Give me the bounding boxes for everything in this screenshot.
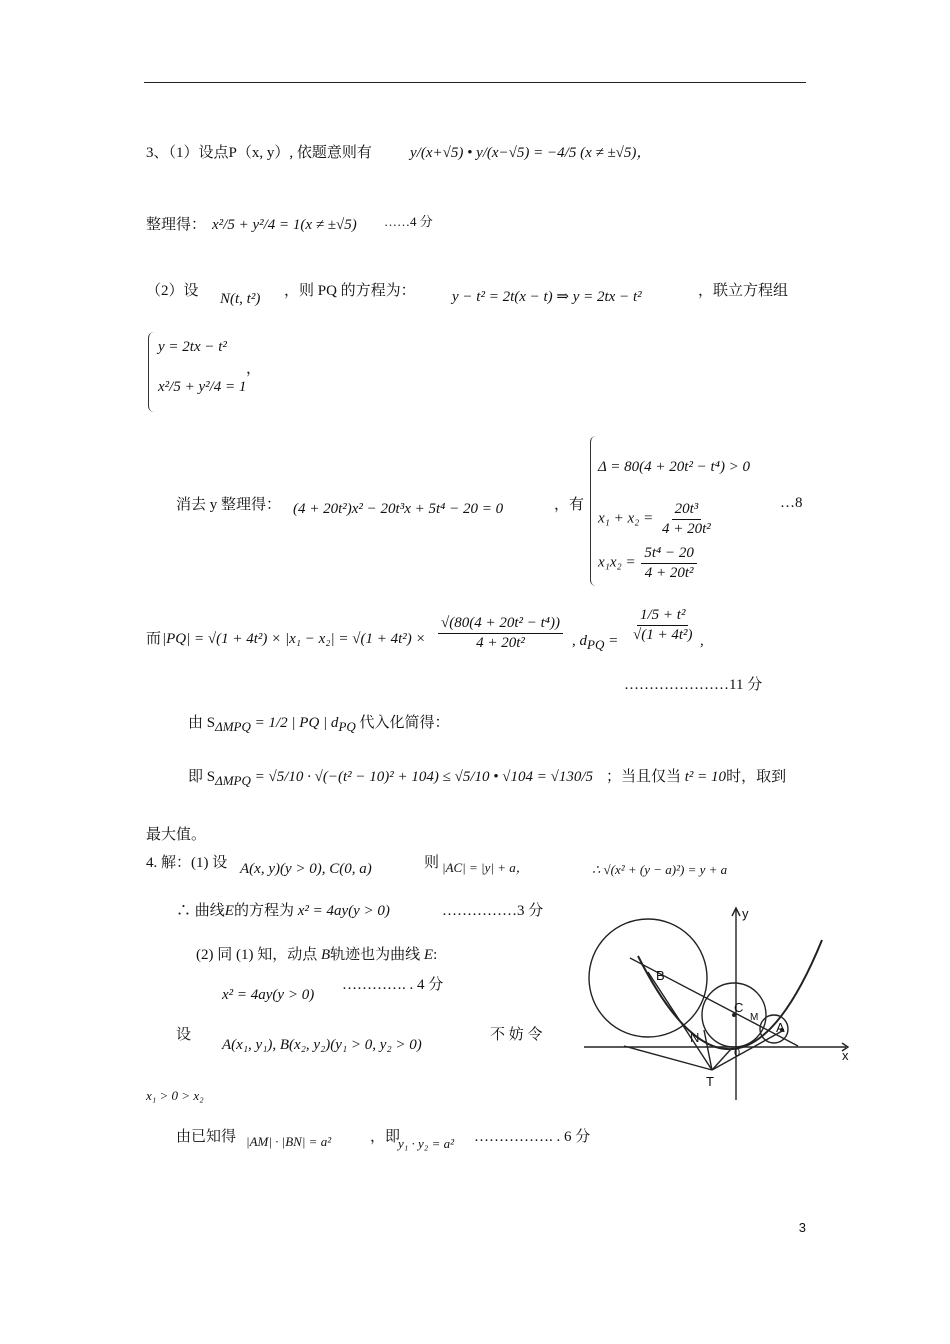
label-x: x (842, 1048, 849, 1063)
p4-score-6: ……………. . 6 分 (474, 1129, 591, 1145)
label-m: M (750, 1012, 759, 1023)
p4-ac-length: |AC| = |y| + a， (442, 860, 529, 875)
p3-quadratic: (4 + 20t²)x² − 20t³x + 5t⁴ − 20 = 0 (293, 501, 504, 517)
label-a: A (776, 1020, 785, 1035)
p4-intro: 4. 解：(1) 设 (146, 855, 228, 871)
p3-conclusion: 最大值。 (146, 827, 207, 843)
p4-order: x₁ > 0 > x₂ (146, 1088, 204, 1103)
system-comma: ， (246, 361, 262, 377)
p3-pq-fraction: $\frac{\text{√(80(4 + 20t² − t⁴))}}{\text{4 + 20t²}}$ (436, 614, 565, 653)
page-number: 3 (798, 1220, 806, 1235)
label-origin: 0 (734, 1047, 741, 1059)
p3-distance-end: , (700, 633, 704, 649)
product-of-roots: x₁x₂ = $\frac{\text{5t⁴ − 20}}{\text{4 + 20t²}}$ (598, 544, 699, 583)
p3-equality-condition: ；当且仅当 t² = 10时，取到 (606, 769, 787, 785)
p4-known-eq: |AM| · |BN| = a² (246, 1134, 332, 1149)
p3-have: ，有 (554, 497, 585, 513)
p3-score-8: …8 (780, 495, 803, 511)
p4-score-4: …………. . 4 分 (342, 977, 444, 993)
label-n: N (690, 1030, 700, 1045)
p4-score-3: ……………3 分 (442, 903, 544, 919)
tangent-t-mid (712, 1048, 732, 1070)
parabola-circles-figure (584, 900, 854, 1100)
p4-distance-equation: ∴ √(x² + (y − a)²) = y + a (592, 862, 728, 877)
tangent-t-a (712, 1030, 784, 1070)
p4-then: 则 (424, 855, 440, 871)
sum-of-roots: x₁ + x₂ = $\frac{\text{20t³}}{\text{4 + 20t²}}$ (598, 501, 711, 537)
p3-part2-text-2: ，联立方程组 (698, 283, 789, 299)
p3-slope-product: y/(x+√5) • y/(x−√5) = −4/5 (x ≠ ±√5)， (410, 145, 652, 161)
p3-result-equation: x²/5 + y²/4 = 1(x ≠ ±√5) (212, 217, 357, 233)
p3-eliminate-label: 消去 y 整理得： (176, 497, 282, 513)
header-rule (144, 82, 806, 83)
p3-part2-text: ，则 PQ 的方程为： (284, 283, 416, 299)
label-b: B (656, 968, 665, 983)
p4-points: A(x, y)(y > 0), C(0, a) (240, 861, 372, 877)
label-y: y (742, 906, 749, 921)
p3-distance-fraction: $\frac{\text{1/5 + t²}}{\text{√(1 + 4t²)}}$ (633, 607, 693, 643)
p4-part2-intro: (2) 同 (1) 知，动点 B轨迹也为曲线 E: (196, 947, 438, 963)
p3-part2-intro: （2）设 (146, 283, 199, 299)
p3-line-pq: y − t² = 2t(x − t) ⇒ y = 2tx − t² (452, 289, 642, 305)
p4-suppose: 不 妨 令 (490, 1027, 543, 1043)
p4-let-points: A(x₁, y₁), B(x₂, y₂)(y₁ > 0, y₂ > 0) (222, 1037, 422, 1053)
p3-pq-length: |PQ| = √(1 + 4t²) × |x₁ − x₂| = √(1 + 4t²) × (162, 631, 426, 647)
p3-distance-lhs: , $d_{PQ}$ = (572, 633, 619, 652)
p3-score-11: …………………11 分 (624, 677, 763, 693)
p4-known-eq2: y₁ · y₂ = a² (398, 1136, 454, 1151)
p3-point-n: N(t, t²) (220, 291, 261, 307)
p3-result-label: 整理得： (146, 217, 207, 233)
p3-score-4: ……4 分 (384, 214, 433, 229)
label-t: T (706, 1074, 714, 1089)
p4-known-b: ，即 (370, 1129, 401, 1145)
p4-let: 设 (176, 1027, 192, 1043)
p4-part2-equation: x² = 4ay(y > 0) (222, 987, 315, 1003)
p4-known: 由已知得 (176, 1129, 237, 1145)
system-eq-2: x²/5 + y²/4 = 1 (158, 379, 247, 395)
parabola-curve (638, 940, 822, 1049)
p3-pq-lead: 而 (146, 631, 162, 647)
p4-curve-line: ∴ 曲线E的方程为 x² = 4ay(y > 0) (176, 903, 390, 919)
p3-intro: 3、（1）设点P（x, y）, 依题意则有 (146, 145, 372, 161)
discriminant: Δ = 80(4 + 20t² − t⁴) > 0 (598, 459, 751, 475)
system-eq-1: y = 2tx − t² (158, 339, 227, 355)
p3-area-formula: 由 $S_{\Delta MPQ} = 1/2$ | PQ | $d_{PQ}$ 代入化简得： (188, 715, 450, 734)
label-c: C (734, 1000, 744, 1015)
system-brace (148, 332, 157, 412)
p3-max-area: 即 $S_{\Delta MPQ} = √5/10 \cdot √(-(t^2 - 10)^2 + 104) \le √5/10$ • √104 = √130/5 (188, 769, 594, 788)
circle-b (589, 919, 707, 1037)
